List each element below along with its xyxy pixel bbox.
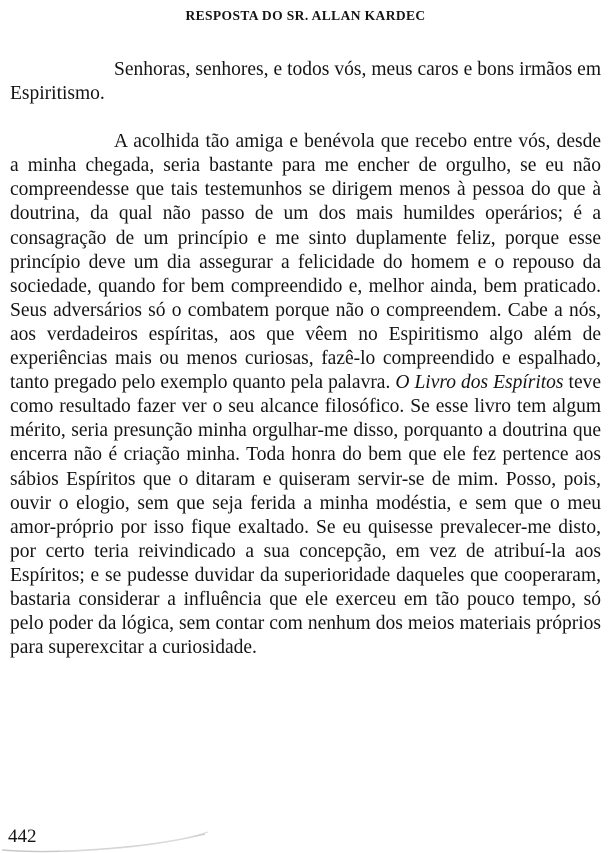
running-header: RESPOSTA DO SR. ALLAN KARDEC [185, 8, 426, 23]
page-number: 442 [8, 826, 37, 847]
book-title: O Livro dos Espíritos [395, 372, 564, 394]
paragraph-main-part1: A acolhida tão amiga e benévola que recebo entre vós, desde a minha chegada, seria bastante para me encher de orgulho, se eu não compreendesse que tais testemunhos se dirigem menos à pessoa do que à doutrina, da qual não passo de um dos mais humildes operários; é a consagração de um princípio e me sinto duplamente feliz, porque esse princípio deve um dia assegurar a felicidade do homem e o repouso da sociedade, quando for bem compreendido e, melhor ainda, bem praticado. Seus adversários só o combatem porque não o compreendem. Cabe a nós, aos verdadeiros espíritas, aos que vêem no Espiritismo algo além de experiências mais ou menos curiosas, fazê-lo compreendido e espalhado, tanto pregado pelo exemplo quanto pela palavra. [10, 131, 601, 394]
paragraph-main [10, 130, 601, 660]
paragraph-main-part2: teve como resultado fazer ver o seu alcance filosófico. Se esse livro tem algum mérito, seria presunção minha orgulhar-me disso, porquanto a doutrina que encerra não é criação minha. Toda honra do bem que ele fez pertence aos sábios Espíritos que o ditaram e quiseram servir-se de mim. Posso, pois, ouvir o elogio, sem que seja ferida a minha modéstia, e sem que o meu amor-próprio por isso fique exaltado. Se eu quisesse prevalecer-me disto, por certo teria reivindicado a sua concepção, em vez de atribuí-la aos Espíritos; e se pudesse duvidar da superioridade daqueles que cooperaram, bastaria considerar a influência que ele exerceu em tão pouco tempo, só pelo poder da lógica, sem contar com nenhum dos meios materiais próprios para superexcitar a curiosidade. [10, 372, 602, 659]
page-body [10, 58, 601, 660]
paragraph-greeting: Senhoras, senhores, e todos vós, meus caros e bons irmãos em Espiritismo. [10, 59, 601, 105]
